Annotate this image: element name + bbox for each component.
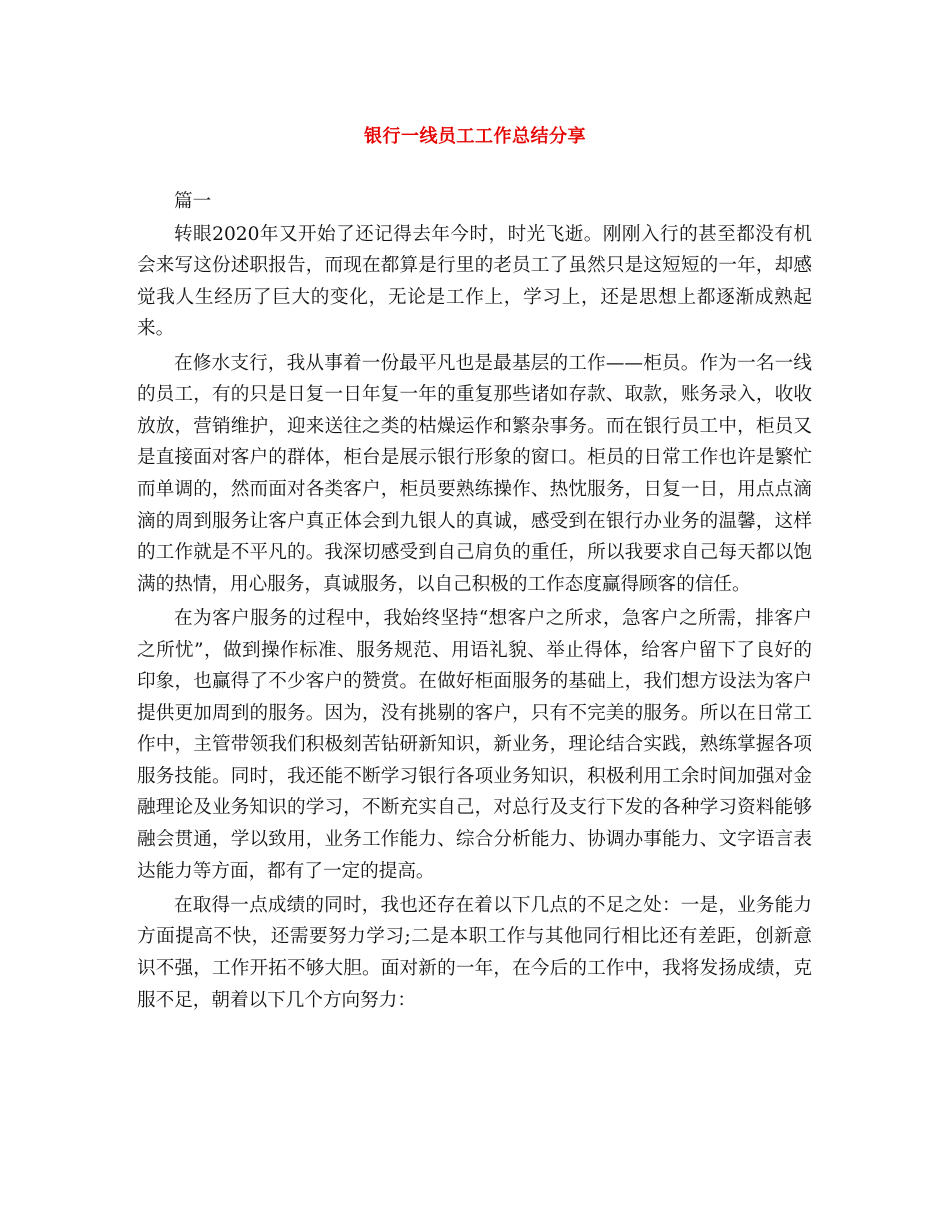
paragraph-3: 在为客户服务的过程中，我始终坚持“想客户之所求，急客户之所需，排客户之所忧”，做到操作标准、服务规范、用语礼貌、举止得体，给客户留下了良好的印象，也赢得了不少客户的赞赏。在做好柜面服务的基础上，我们想方设法为客户提供更加周到的服务。因为，没有挑剔的客户，只有不完美的服务。所以在日常工作中，主管带领我们积极刻苦钻研新知识，新业务，理论结合实践，熟练掌握各项服务技能。同时，我还能不断学习银行各项业务知识，积极利用工余时间加强对金融理论及业务知识的学习，不断充实自己，对总行及支行下发的各种学习资料能够融会贯通，学以致用，业务工作能力、综合分析能力、协调办事能力、文字语言表达能力等方面，都有了一定的提高。 xyxy=(137,607,812,882)
document-title: 银行一线员工工作总结分享 xyxy=(364,126,586,147)
section-label: 篇一 xyxy=(174,191,212,212)
document-body xyxy=(137,186,812,1019)
paragraph-4: 在取得一点成绩的同时，我也还存在着以下几点的不足之处：一是，业务能力方面提高不快，还需要努力学习;二是本职工作与其他同行相比还有差距，创新意识不强，工作开拓不够大胆。面对新的一年，在今后的工作中，我将发扬成绩，克服不足，朝着以下几个方向努力： xyxy=(137,894,812,1011)
paragraph-2: 在修水支行，我从事着一份最平凡也是最基层的工作——柜员。作为一名一线的员工，有的只是日复一日年复一年的重复那些诸如存款、取款，账务录入，收收放放，营销维护，迎来送往之类的枯燥运作和繁杂事务。而在银行员工中，柜员又是直接面对客户的群体，柜台是展示银行形象的窗口。柜员的日常工作也许是繁忙而单调的，然而面对各类客户，柜员要熟练操作、热忱服务，日复一日，用点点滴滴的周到服务让客户真正体会到九银人的真诚，感受到在银行办业务的温馨，这样的工作就是不平凡的。我深切感受到自己肩负的重任，所以我要求自己每天都以饱满的热情，用心服务，真诚服务，以自己积极的工作态度赢得顾客的信任。 xyxy=(137,352,812,595)
paragraph-1: 转眼2020年又开始了还记得去年今时，时光飞逝。刚刚入行的甚至都没有机会来写这份述职报告，而现在都算是行里的老员工了虽然只是这短短的一年，却感觉我人生经历了巨大的变化，无论是工作上，学习上，还是思想上都逐渐成熟起来。 xyxy=(137,223,812,340)
